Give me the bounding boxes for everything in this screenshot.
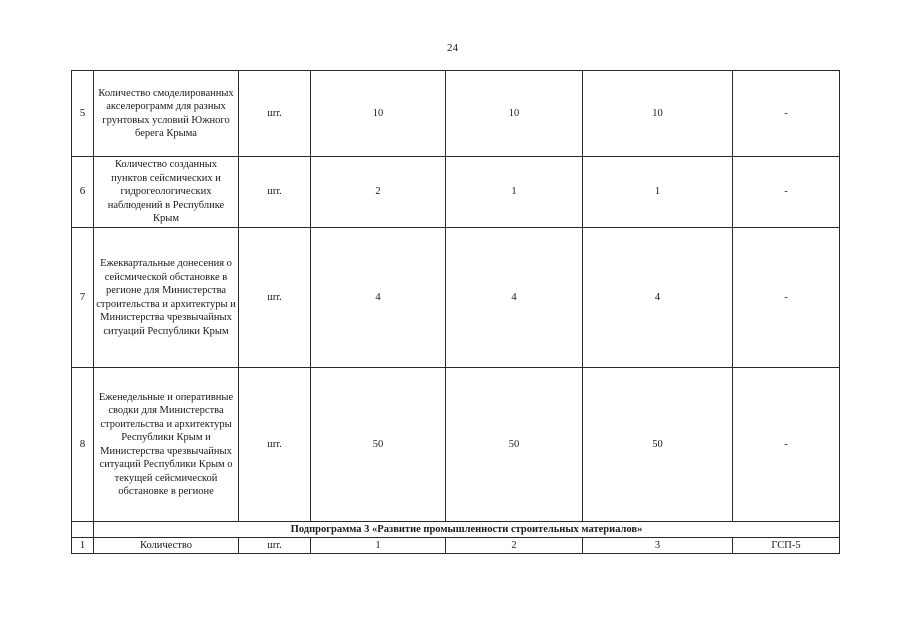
row-number: 7 bbox=[72, 228, 94, 368]
unit-cell: шт. bbox=[239, 157, 311, 228]
unit-cell: шт. bbox=[239, 228, 311, 368]
value-cell: 2 bbox=[446, 538, 583, 554]
value-cell: 4 bbox=[311, 228, 446, 368]
row-number: 5 bbox=[72, 71, 94, 157]
indicator-name: Количество смоделированных акселерограмм для разных грунтовых условий Южного берега Крыма bbox=[94, 71, 239, 157]
indicator-name: Количество bbox=[94, 538, 239, 554]
table-row bbox=[72, 228, 840, 368]
note-cell: - bbox=[733, 368, 840, 522]
indicator-name: Количество созданных пунктов сейсмических и гидрогеологических наблюдений в Республике Крым bbox=[94, 157, 239, 228]
unit-cell: шт. bbox=[239, 538, 311, 554]
value-cell: 1 bbox=[446, 157, 583, 228]
row-number: 1 bbox=[72, 538, 94, 554]
table-row bbox=[72, 538, 840, 554]
value-cell: 2 bbox=[311, 157, 446, 228]
indicator-name: Еженедельные и оперативные сводки для Министерства строительства и архитектуры Республики Крым и Министерства чрезвычайных ситуаций Республики Крым о текущей сейсмической обстановке в регионе bbox=[94, 368, 239, 522]
subprogram-row bbox=[72, 522, 840, 538]
value-cell: 10 bbox=[311, 71, 446, 157]
value-cell: 10 bbox=[583, 71, 733, 157]
value-cell: 4 bbox=[446, 228, 583, 368]
note-cell: - bbox=[733, 157, 840, 228]
row-number: 8 bbox=[72, 368, 94, 522]
subprogram-title: Подпрограмма 3 «Развитие промышленности строительных материалов» bbox=[94, 522, 840, 538]
value-cell: 50 bbox=[583, 368, 733, 522]
indicator-name: Ежеквартальные донесения о сейсмической обстановке в регионе для Министерства строительства и архитектуры и Министерства чрезвычайных ситуаций Республики Крым bbox=[94, 228, 239, 368]
value-cell: 1 bbox=[583, 157, 733, 228]
note-cell: - bbox=[733, 228, 840, 368]
note-cell: ГСП-5 bbox=[733, 538, 840, 554]
table-row bbox=[72, 368, 840, 522]
value-cell: 1 bbox=[311, 538, 446, 554]
value-cell: 4 bbox=[583, 228, 733, 368]
note-cell: - bbox=[733, 71, 840, 157]
value-cell: 10 bbox=[446, 71, 583, 157]
unit-cell: шт. bbox=[239, 71, 311, 157]
indicators-table bbox=[71, 70, 840, 554]
table-row bbox=[72, 71, 840, 157]
table-row bbox=[72, 157, 840, 228]
row-number: 6 bbox=[72, 157, 94, 228]
page-number: 24 bbox=[447, 42, 458, 54]
subprogram-spacer bbox=[72, 522, 94, 538]
value-cell: 50 bbox=[446, 368, 583, 522]
value-cell: 50 bbox=[311, 368, 446, 522]
value-cell: 3 bbox=[583, 538, 733, 554]
unit-cell: шт. bbox=[239, 368, 311, 522]
